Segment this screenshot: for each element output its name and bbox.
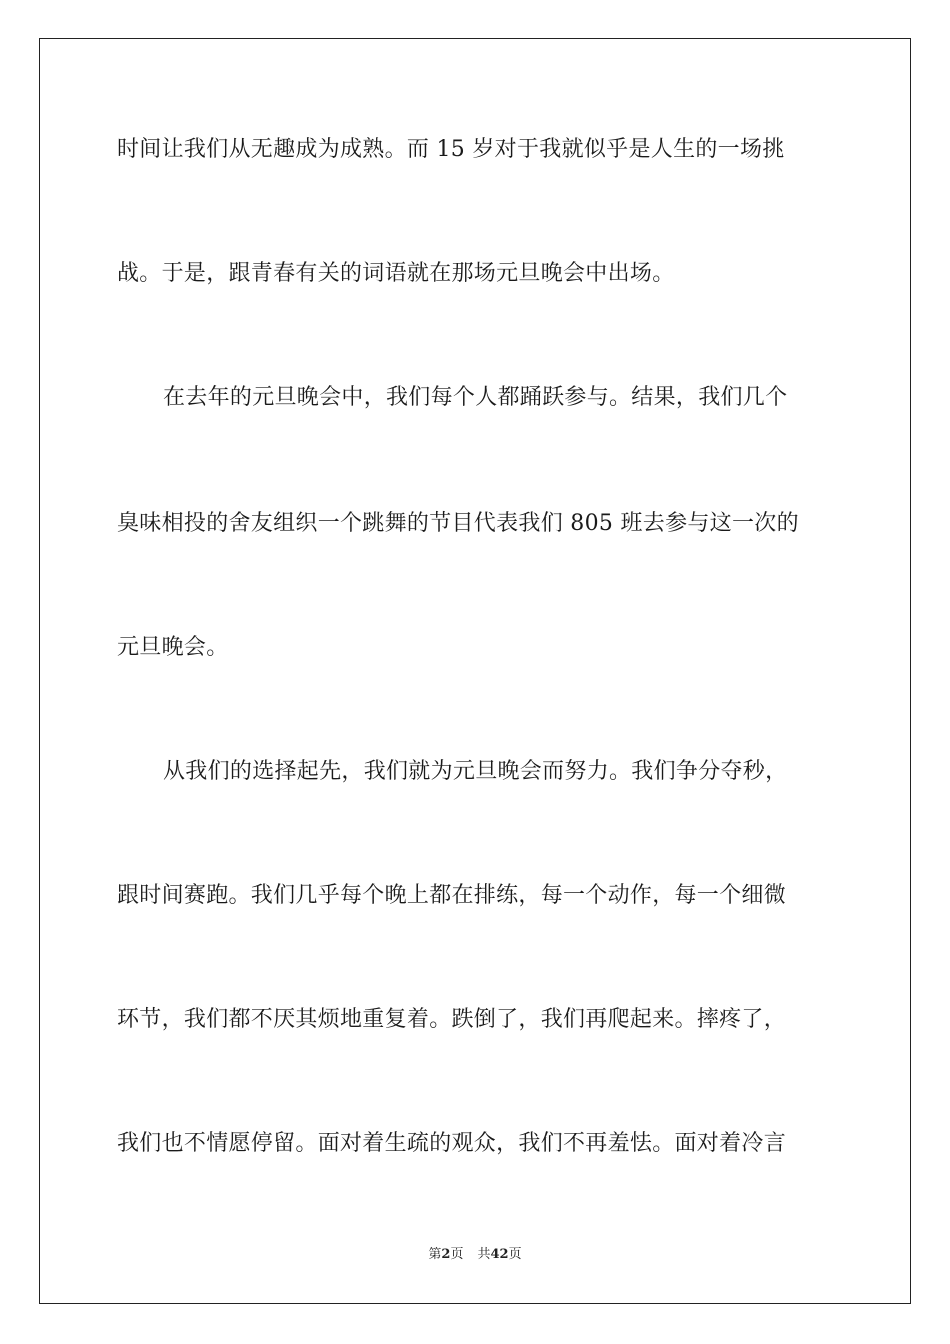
total-suffix: 页 xyxy=(508,1247,522,1262)
text-line-8: 环节，我们都不厌其烦地重复着。跌倒了，我们再爬起来。摔疼了， xyxy=(117,1007,787,1032)
text-line-7: 跟时间赛跑。我们几乎每个晚上都在排练，每一个动作，每一个细微 xyxy=(117,883,787,908)
page-suffix: 页 xyxy=(450,1247,464,1262)
text-line-9: 我们也不情愿停留。面对着生疏的观众，我们不再羞怯。面对着冷言 xyxy=(117,1131,787,1156)
total-prefix: 共 xyxy=(477,1247,491,1262)
page-footer xyxy=(0,1246,950,1264)
text-line-5: 元旦晚会。 xyxy=(117,635,229,660)
text-line-1: 时间让我们从无趣成为成熟。而 15 岁对于我就似乎是人生的一场挑 xyxy=(117,137,785,162)
text-line-3: 在去年的元旦晚会中，我们每个人都踊跃参与。结果，我们几个 xyxy=(163,385,788,410)
page-prefix: 第 xyxy=(428,1247,442,1262)
total-pages: 42 xyxy=(490,1247,509,1262)
text-line-2: 战。于是，跟青春有关的词语就在那场元旦晚会中出场。 xyxy=(117,261,675,286)
text-line-4: 臭味相投的舍友组织一个跳舞的节目代表我们 805 班去参与这一次的 xyxy=(117,511,799,536)
page-border xyxy=(39,38,911,1304)
page-number: 2 xyxy=(441,1247,451,1262)
text-line-6: 从我们的选择起先，我们就为元旦晚会而努力。我们争分夺秒， xyxy=(163,759,788,784)
